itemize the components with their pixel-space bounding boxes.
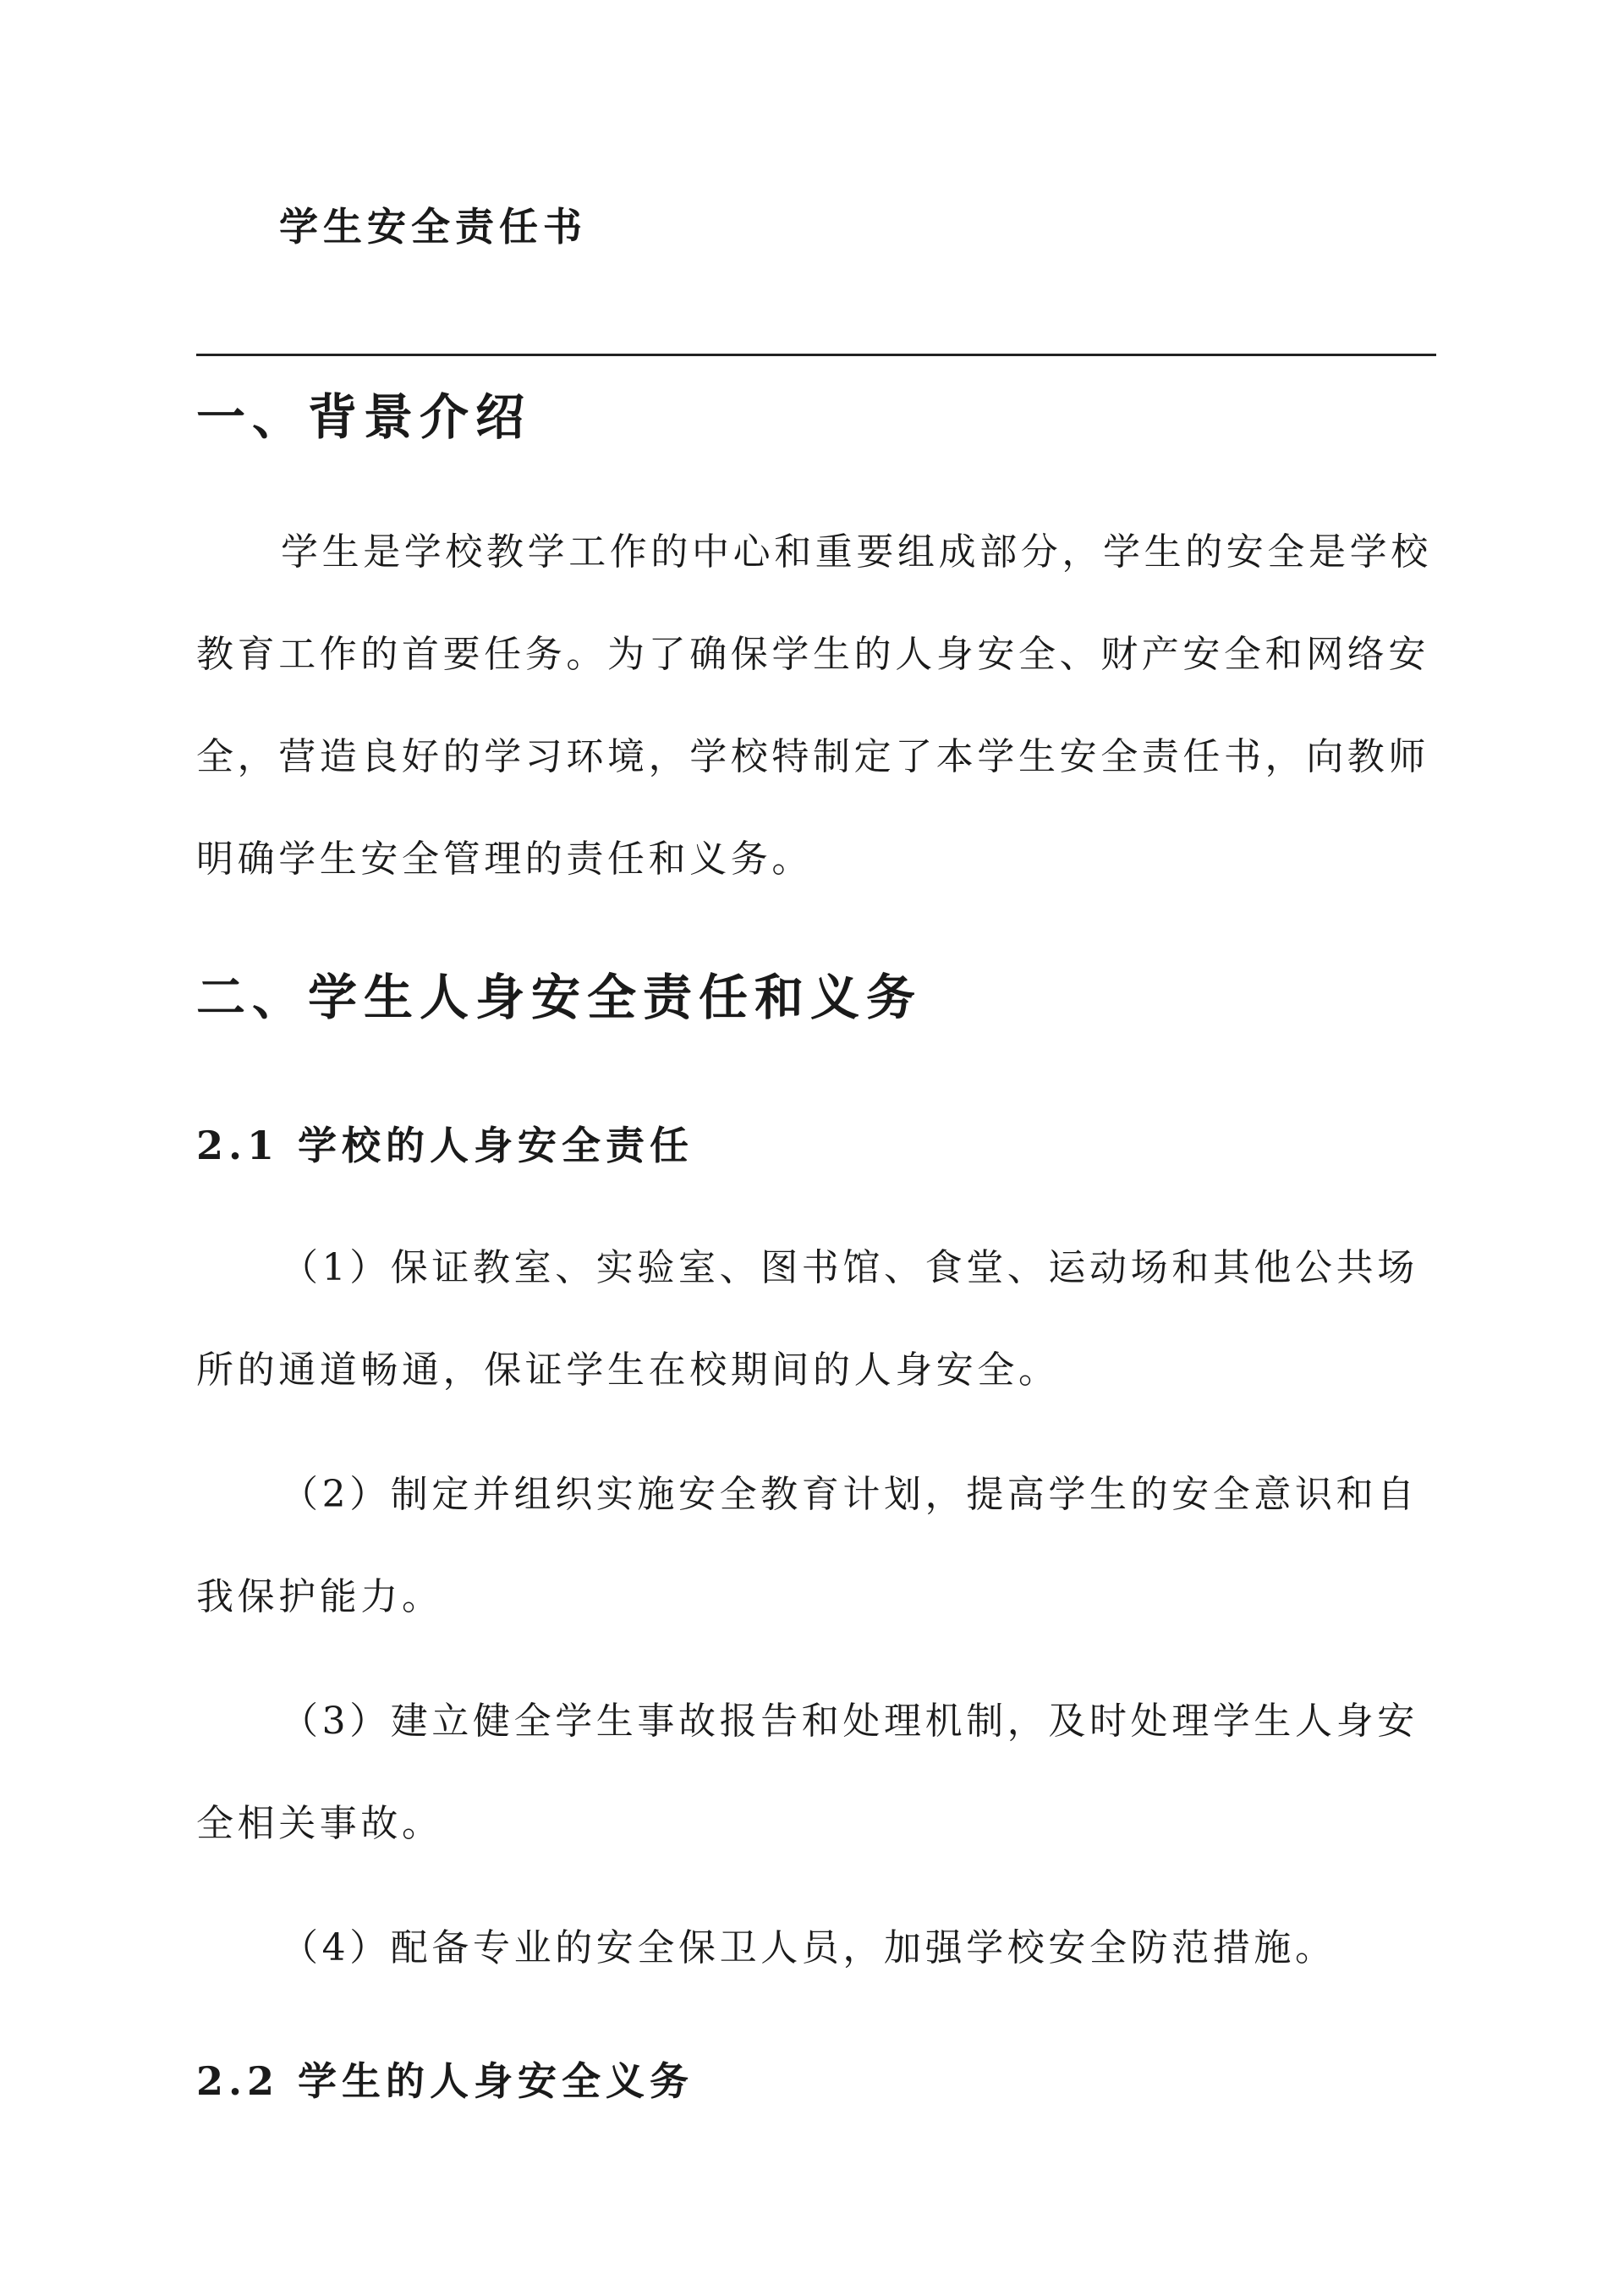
paragraph-item-1: （1）保证教室、实验室、图书馆、食堂、运动场和其他公共场所的通道畅通，保证学生在校期间的人身安全。 [196, 1246, 1418, 1392]
section-heading-personal-safety: 二、学生人身安全责任和义务 [196, 969, 923, 1026]
paragraph-item-3: （3）建立健全学生事故报告和处理机制，及时处理学生人身安全相关事故。 [196, 1700, 1418, 1845]
subsection-heading-student-obligation: 2.2 学生的人身安全义务 [196, 2058, 694, 2104]
paragraph-item-2: （2）制定并组织实施安全教育计划，提高学生的安全意识和自我保护能力。 [196, 1473, 1418, 1618]
section-heading-background: 一、背景介绍 [196, 388, 532, 446]
paragraph-background: 学生是学校教学工作的中心和重要组成部分，学生的安全是学校教育工作的首要任务。为了确保学生的人身安全、财产安全和网络安全，营造良好的学习环境，学校特制定了本学生安全责任书，向教师明确学生安全管理的责任和义务。 [196, 530, 1432, 881]
paragraph-item-4: （4）配备专业的安全保卫人员，加强学校安全防范措施。 [281, 1926, 1336, 1969]
subsection-heading-school-responsibility: 2.1 学校的人身安全责任 [196, 1123, 694, 1168]
document-title: 学生安全责任书 [279, 204, 587, 250]
header-divider [196, 354, 1436, 356]
